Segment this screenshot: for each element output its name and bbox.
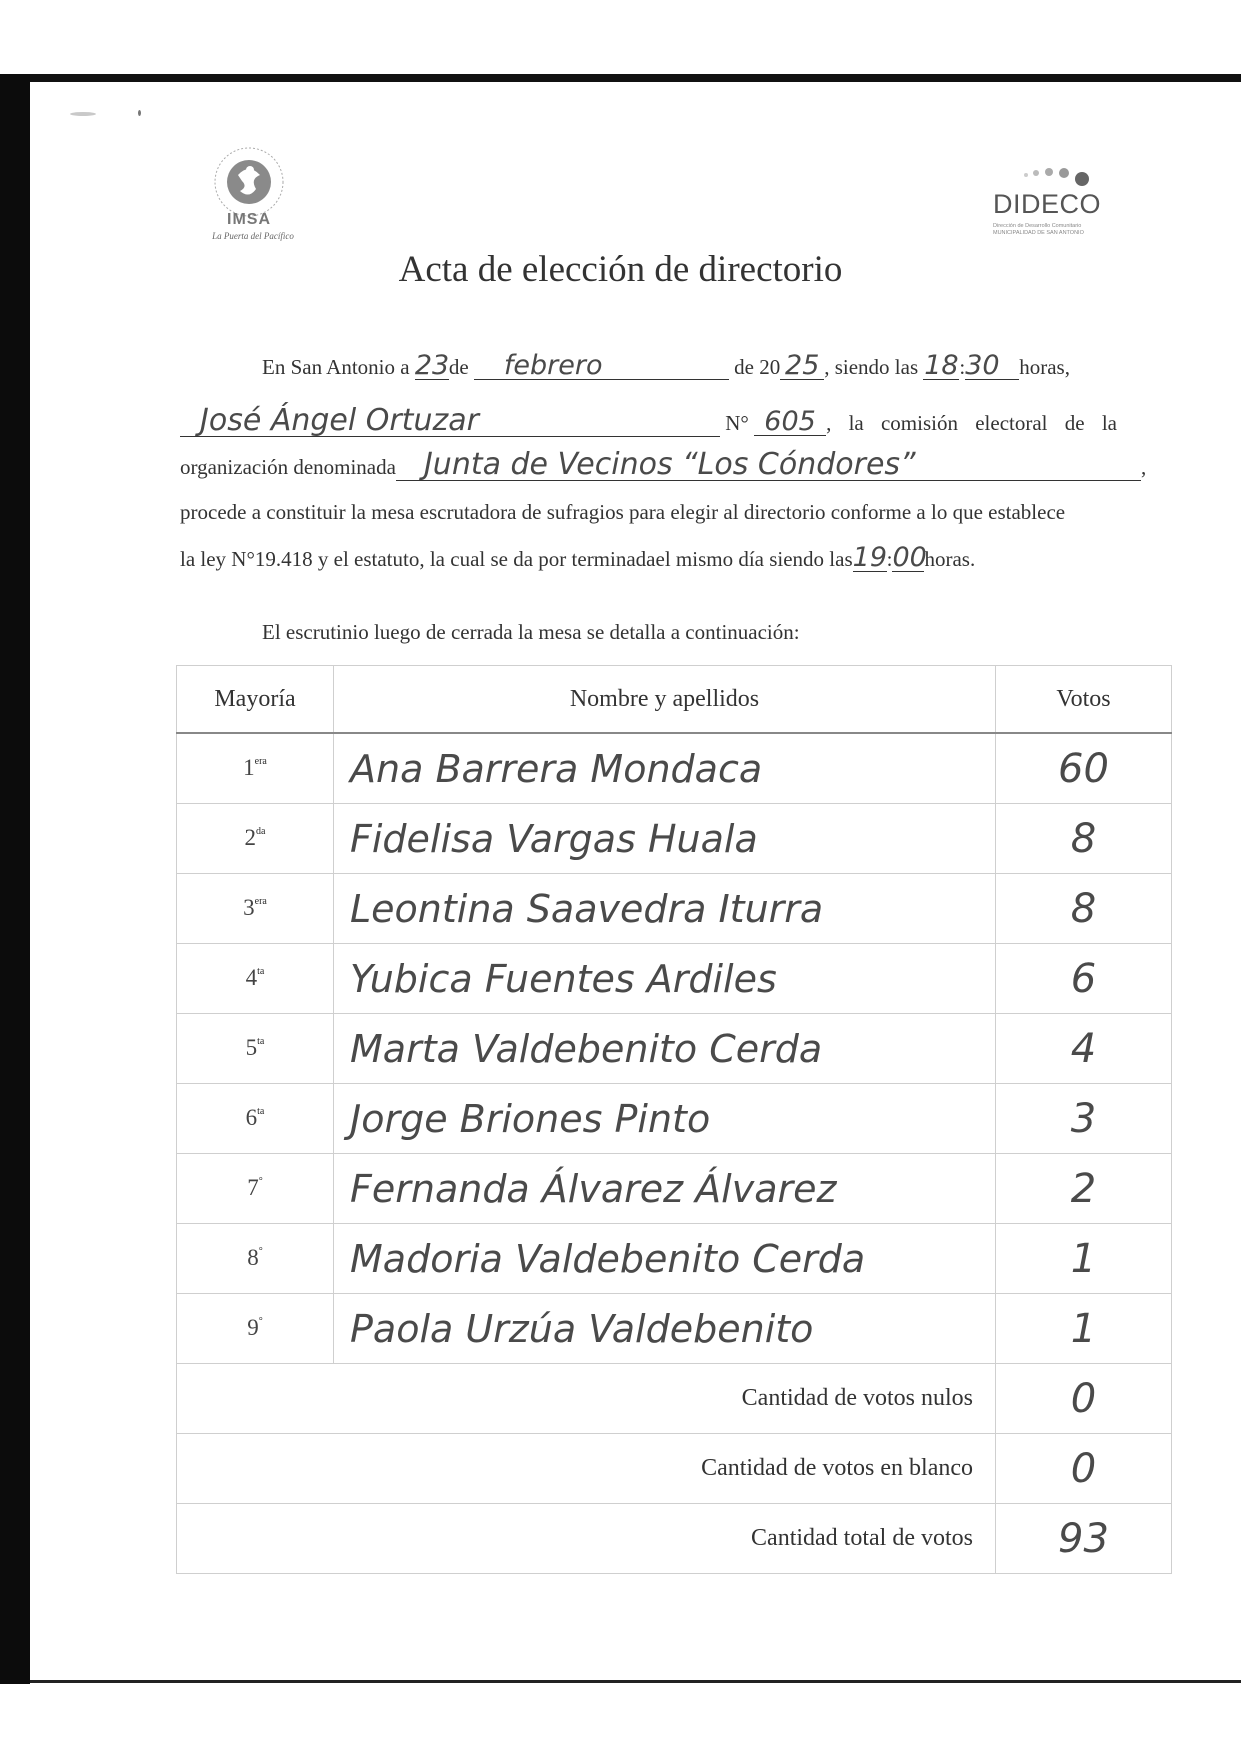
votes-cell [996,1084,1172,1154]
candidate-name: Marta Valdebenito Cerda [350,1026,823,1071]
rank-number: 1 [243,755,255,780]
text-fragment: la ley N°19.418 y el estatuto, la cual se da por terminadael mismo día siendo las [180,547,853,571]
name-cell [334,1294,996,1364]
month-field [474,352,729,380]
votes-cell [996,874,1172,944]
summary-label: Cantidad total de votos [177,1504,996,1574]
candidate-name: Jorge Briones Pinto [350,1096,711,1141]
name-cell [334,1084,996,1154]
candidate-votes: 6 [1070,955,1097,1002]
name-cell [334,1014,996,1084]
rank-number: 2 [244,825,257,850]
candidate-name: Paola Urzúa Valdebenito [350,1306,814,1351]
text-fragment: de [448,355,469,379]
rank-cell [177,874,334,944]
table-row [177,1084,1172,1154]
table-row [177,874,1172,944]
table-row [177,1224,1172,1294]
candidate-votes: 8 [1070,815,1097,862]
votes-cell [996,804,1172,874]
paragraph-line-4: procede a constituir la mesa escrutadora de sufragios para elegir al directorio conforme a lo que establece [180,500,1066,524]
summary-row-blanco [177,1434,1172,1504]
text-fragment: horas, [1019,355,1070,379]
header-mayoria: Mayoría [177,666,334,734]
candidate-votes: 60 [1058,745,1109,792]
name-cell [334,733,996,804]
candidate-name: Madoria Valdebenito Cerda [350,1236,866,1281]
month-handwritten: febrero [503,350,603,381]
text-fragment: , [1140,455,1147,479]
name-cell [334,874,996,944]
scrutiny-intro: El escrutinio luego de cerrada la mesa se detalla a continuación: [262,620,800,644]
rank-suffix: ta [257,966,265,977]
rank-suffix: era [254,756,267,767]
dideco-logo-subtitle [993,223,1113,237]
year-handwritten: 25 [785,350,820,381]
text-fragment: : [959,355,966,379]
rank-cell [177,1154,334,1224]
rank-number: 8 [247,1245,259,1270]
number-field [754,408,826,436]
paragraph-line-2 [180,403,1178,438]
summary-value-cell [996,1364,1172,1434]
year-field [780,352,824,380]
text-fragment: , siendo las [824,355,919,379]
imsa-logo [188,145,318,250]
text-fragment: N° [725,411,749,435]
end-min-field [892,542,927,573]
paragraph-line-1 [262,352,1070,380]
rank-suffix: era [254,896,267,907]
dideco-subtitle-line: Dirección de Desarrollo Comunitario [993,223,1082,229]
votes-cell [996,733,1172,804]
document-title: Acta de elección de directorio [398,249,843,290]
summary-value: 93 [1058,1515,1109,1562]
text-fragment: : [886,547,893,571]
rank-suffix: ta [257,1036,265,1047]
scan-speck [70,112,96,116]
text-fragment: organización denominada [180,455,396,479]
rank-cell [177,1084,334,1154]
paragraph-line-5 [180,544,975,572]
dideco-logo [985,163,1115,243]
name-cell [334,804,996,874]
rank-suffix: ta [257,1106,265,1117]
rank-cell [177,1224,334,1294]
address-handwritten: José Ángel Ortuzar [200,403,479,438]
scan-border-top [0,74,1241,82]
day-field [415,352,449,380]
table-row [177,804,1172,874]
header-nombre: Nombre y apellidos [334,666,996,734]
header-votos: Votos [996,666,1172,734]
candidate-votes: 2 [1070,1165,1097,1212]
rank-suffix: ° [258,1176,263,1187]
summary-value: 0 [1070,1375,1097,1422]
imsa-emblem-icon [212,145,286,219]
start-hour-field [923,352,959,380]
candidate-name: Fidelisa Vargas Huala [350,816,758,861]
votes-cell [996,944,1172,1014]
summary-label: Cantidad de votos nulos [177,1364,996,1434]
candidate-name: Ana Barrera Mondaca [350,746,763,791]
table-row [177,733,1172,804]
organization-name-field [396,447,1141,482]
imsa-logo-name: IMSA [227,211,271,228]
table-row [177,944,1172,1014]
votes-cell [996,1014,1172,1084]
scan-speck [138,110,141,116]
candidate-name: Fernanda Álvarez Álvarez [350,1166,837,1211]
text-fragment: , la comisión electoral de la [826,411,1117,435]
rank-number: 5 [245,1035,258,1060]
rank-cell [177,733,334,804]
dideco-subtitle-line: MUNICIPALIDAD DE SAN ANTONIO [993,230,1084,236]
start-min-field [965,352,1019,380]
candidate-votes: 1 [1070,1235,1097,1282]
name-cell [334,1224,996,1294]
rank-number: 6 [245,1105,258,1130]
rank-cell [177,804,334,874]
text-fragment: de 20 [734,355,781,379]
summary-row-nulos [177,1364,1172,1434]
rank-number: 4 [245,965,258,990]
scan-border-bottom [30,1680,1241,1683]
summary-value-cell [996,1504,1172,1574]
name-cell [334,1154,996,1224]
rank-suffix: ° [258,1246,263,1257]
votes-cell [996,1294,1172,1364]
text-fragment: En San Antonio a [262,355,410,379]
day-handwritten: 23 [414,350,450,381]
candidate-votes: 1 [1070,1305,1097,1352]
summary-value: 0 [1070,1445,1097,1492]
start-hour-handwritten: 18 [924,350,959,381]
end-min-handwritten: 00 [892,542,927,573]
candidate-votes: 4 [1070,1025,1097,1072]
rank-number: 3 [243,895,255,920]
dideco-dots-icon [1020,163,1100,189]
number-handwritten: 605 [764,406,816,437]
rank-suffix: da [256,826,266,837]
start-min-handwritten: 30 [965,350,1000,381]
end-hour-field [853,544,887,572]
rank-cell [177,944,334,1014]
results-table [176,665,1172,1574]
address-field [180,403,720,438]
name-cell [334,944,996,1014]
end-hour-handwritten: 19 [852,542,887,573]
table-row [177,1294,1172,1364]
rank-suffix: ° [258,1316,263,1327]
candidate-name: Leontina Saavedra Iturra [350,886,824,931]
candidate-votes: 3 [1070,1095,1097,1142]
text-fragment: horas. [924,547,976,571]
votes-cell [996,1224,1172,1294]
votes-cell [996,1154,1172,1224]
candidate-votes: 8 [1070,885,1097,932]
summary-value-cell [996,1434,1172,1504]
paragraph-line-3 [180,447,1147,482]
dideco-logo-name: DIDECO [993,189,1102,219]
imsa-logo-slogan: La Puerta del Pacífico [212,231,294,241]
organization-name-handwritten: Junta de Vecinos “Los Cóndores” [423,447,916,482]
rank-cell [177,1294,334,1364]
rank-number: 9 [247,1315,259,1340]
summary-row-total [177,1504,1172,1574]
scan-border-left [0,74,30,1684]
rank-number: 7 [247,1175,259,1200]
summary-label: Cantidad de votos en blanco [177,1434,996,1504]
rank-cell [177,1014,334,1084]
table-row [177,1014,1172,1084]
candidate-name: Yubica Fuentes Ardiles [350,956,777,1001]
table-row [177,1154,1172,1224]
table-header-row [177,666,1172,734]
